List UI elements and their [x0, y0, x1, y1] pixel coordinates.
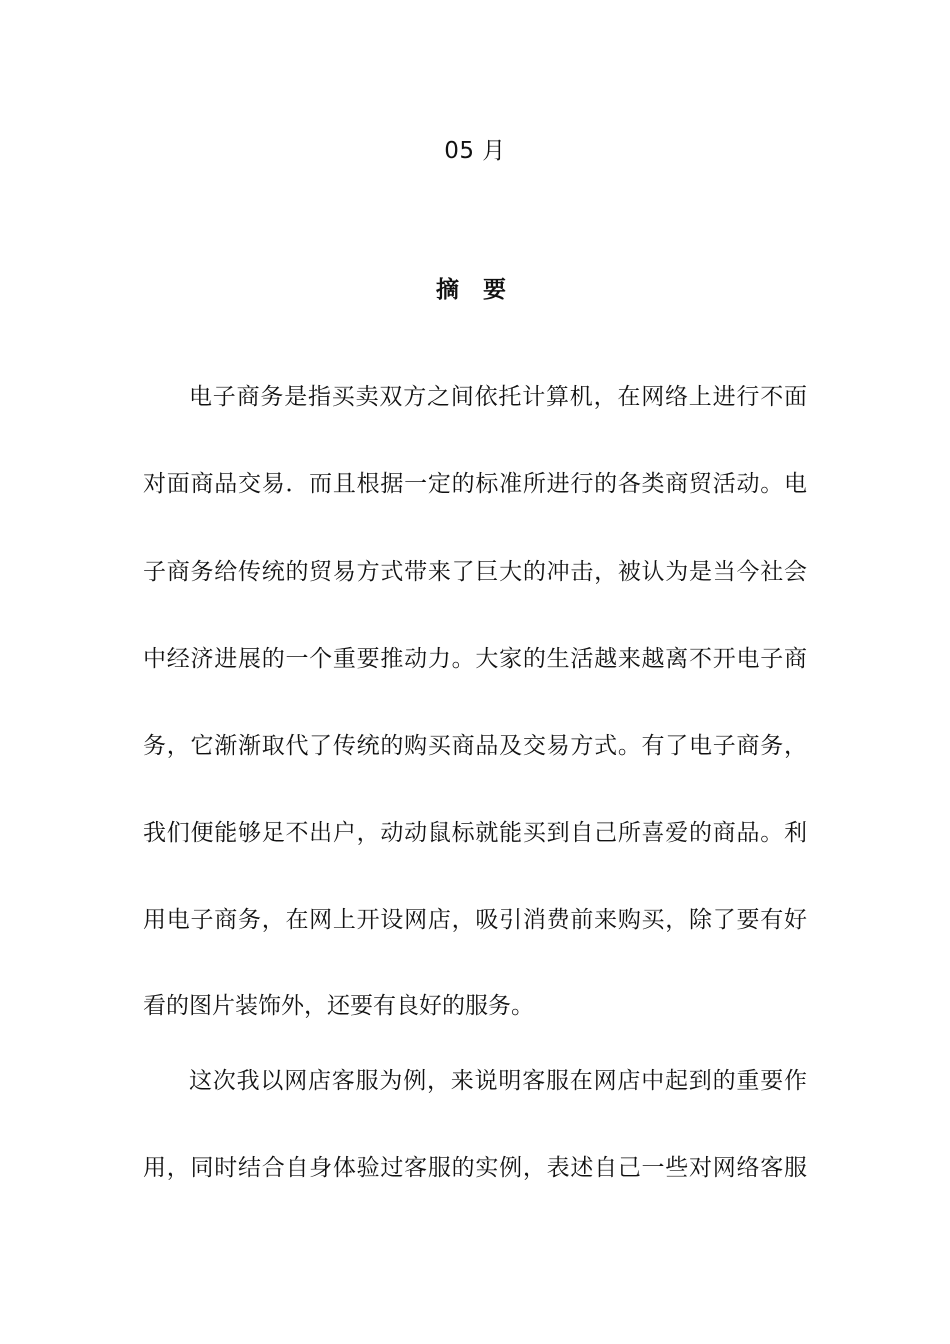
paragraph-line: 电子商务是指买卖双方之间依托计算机，在网络上进行不面 — [189, 384, 807, 410]
paragraph-line: 中经济进展的一个重要推动力。大家的生活越来越离不开电子商 — [143, 646, 807, 672]
paragraph-line: 子商务给传统的贸易方式带来了巨大的冲击，被认为是当今社会 — [143, 559, 807, 585]
paragraph-line: 我们便能够足不出户，动动鼠标就能买到自己所喜爱的商品。利 — [143, 820, 807, 846]
paragraph-line: 对面商品交易．而且根据一定的标准所进行的各类商贸活动。电 — [143, 471, 807, 497]
date-line: 05 月 — [444, 138, 506, 164]
paragraph-line: 务，它渐渐取代了传统的购买商品及交易方式。有了电子商务， — [143, 733, 807, 759]
paragraph-line: 这次我以网店客服为例，来说明客服在网店中起到的重要作 — [189, 1068, 807, 1094]
paragraph-line: 用电子商务，在网上开设网店，吸引消费前来购买，除了要有好 — [143, 907, 807, 933]
abstract-heading: 摘 要 — [435, 277, 514, 303]
paragraph-line: 用，同时结合自身体验过客服的实例，表述自己一些对网络客服 — [143, 1155, 807, 1181]
paragraph-line: 看的图片装饰外，还要有良好的服务。 — [143, 993, 534, 1019]
